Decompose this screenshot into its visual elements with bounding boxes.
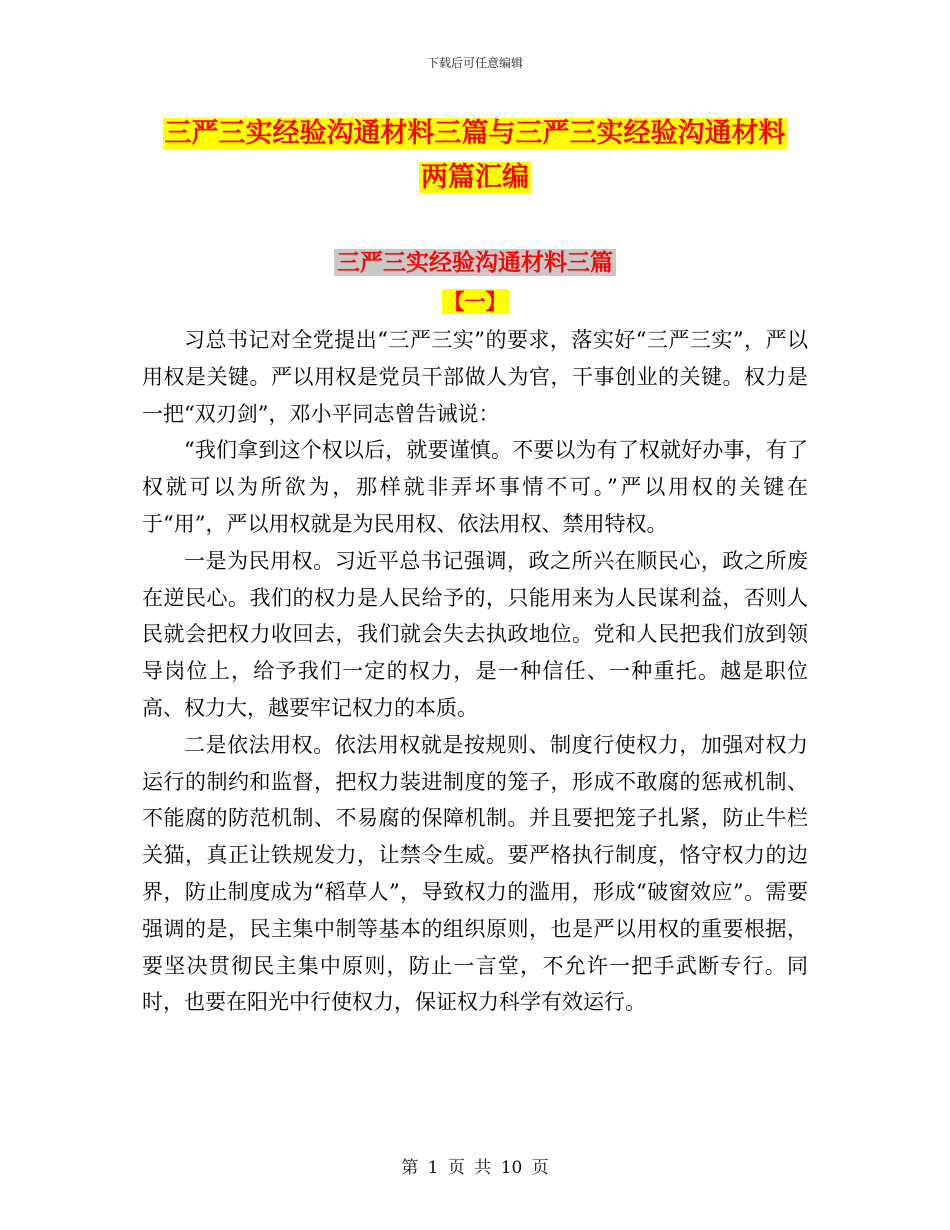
paragraph: 二是依法用权。依法用权就是按规则、制度行使权力，加强对权力运行的制约和监督，把权力装进制度的笼子，形成不敢腐的惩戒机制、不能腐的防范机制、不易腐的保障机制。并且要把笼子扎紧，防止牛栏关猫，真正让铁规发力，让禁令生威。要严格执行制度，恪守权力的边界，防止制度成为“稻草人”，导致权力的滥用，形成“破窗效应”。需要强调的是，民主集中制等基本的组织原则，也是严以用权的重要根据，要坚决贯彻民主集中原则，防止一言堂，不允许一把手武断专行。同时，也要在阳光中行使权力，保证权力科学有效运行。 <box>142 732 808 1015</box>
paragraph: “我们拿到这个权以后，就要谨慎。不要以为有了权就好办事，有了权就可以为所欲为，那样就非弄坏事情不可。”严以用权的关键在于“用”，严以用权就是为民用权、依法用权、禁用特权。 <box>142 438 808 536</box>
part-heading-text: 【一】 <box>443 289 507 314</box>
page-header: 下载后可任意编辑 <box>426 56 523 70</box>
section-heading-text: 三严三实经验沟通材料三篇 <box>334 249 616 276</box>
section-heading <box>0 248 950 278</box>
paragraph: 一是为民用权。习近平总书记强调，政之所兴在顺民心，政之所废在逆民心。我们的权力是人民给予的，只能用来为人民谋利益，否则人民就会把权力收回去，我们就会失去执政地位。党和人民把我们放到领导岗位上，给予我们一定的权力，是一种信任、一种重托。越是职位高、权力大，越要牢记权力的本质。 <box>142 548 808 720</box>
body-text <box>142 322 808 1021</box>
part-heading <box>0 288 950 316</box>
document-title-line-1: 三严三实经验沟通材料三篇与三严三实经验沟通材料 <box>164 118 786 149</box>
document-title-line-2: 两篇汇编 <box>421 162 529 193</box>
paragraph: 习总书记对全党提出“三严三实”的要求，落实好“三严三实”，严以用权是关键。严以用权是党员干部做人为官，干事创业的关键。权力是一把“双刃剑”，邓小平同志曾告诫说： <box>142 328 808 426</box>
page-footer: 第 1 页 共 10 页 <box>401 1158 549 1178</box>
document-title <box>0 112 950 200</box>
